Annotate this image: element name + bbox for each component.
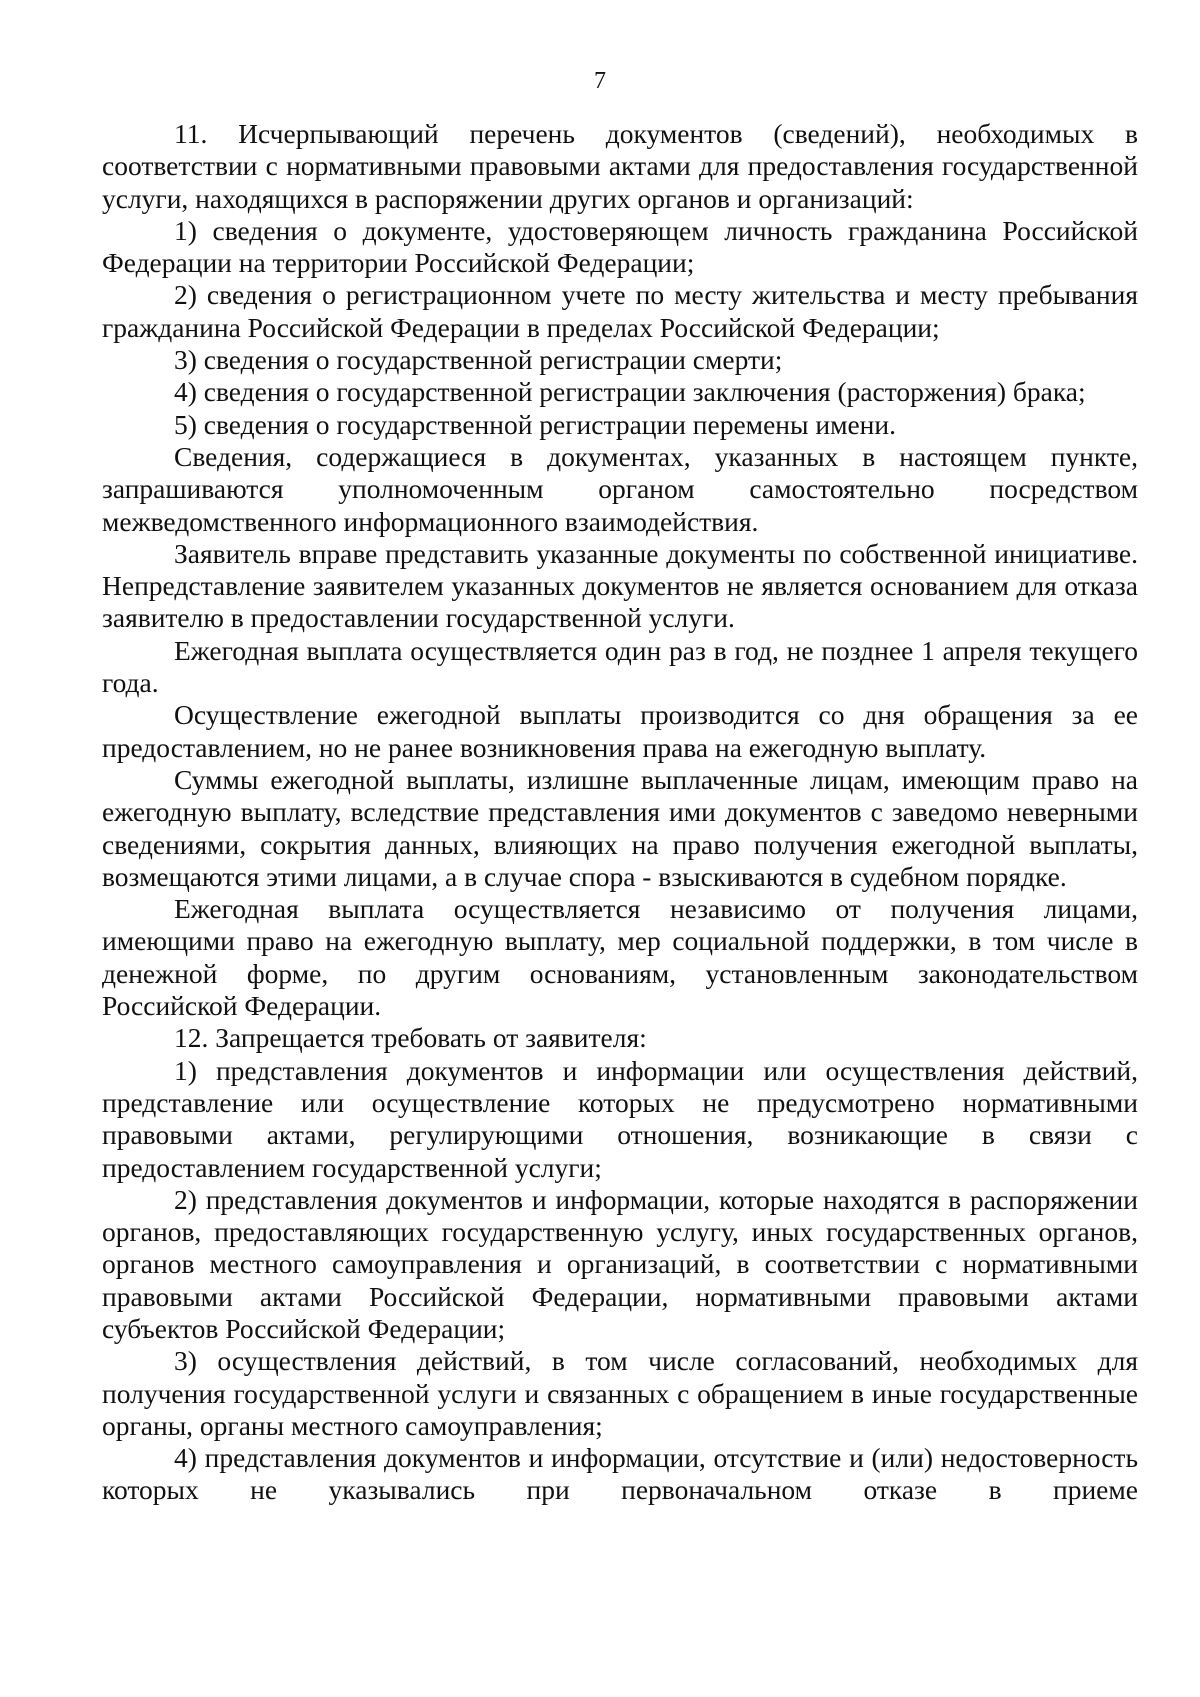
paragraph-12-heading: 12. Запрещается требовать от заявителя: xyxy=(174,1022,647,1054)
list-item-12-2: 2) представления документов и информации, которые находятся в распоряжении органов, предоставляющих государственную услугу, иных государственных органов, органов местного самоуправления и организаций, в соответствии с нормативными правовыми актами Российской Федерации, нормативными правовыми актами субъектов Российской Федерации; xyxy=(102,1183,1138,1344)
list-item-12-3: 3) осуществления действий, в том числе согласований, необходимых для получения государственной услуги и связанных с обращением в иные государственные органы, органы местного самоуправления; xyxy=(102,1345,1138,1441)
paragraph-interagency-request: Сведения, содержащиеся в документах, указанных в настоящем пункте, запрашиваются уполномоченным органом самостоятельно посредством межведомственного информационного взаимодействия. xyxy=(102,440,1138,537)
list-item-11-3: 3) сведения о государственной регистрации смерти; xyxy=(174,344,783,376)
paragraph-applicant-right: Заявитель вправе представить указанные документы по собственной инициативе. Непредставление заявителем указанных документов не является основанием для отказа заявителю в предоставлении государственной услуги. xyxy=(102,537,1138,634)
paragraph-payment-independence: Ежегодная выплата осуществляется независимо от получения лицами, имеющими право на ежегодную выплату, мер социальной поддержки, в том числе в денежной форме, по другим основаниям, установленным законодательством Российской Федерации. xyxy=(102,893,1138,1022)
list-item-11-4: 4) сведения о государственной регистрации заключения (расторжения) брака; xyxy=(174,376,1086,408)
page-number: 7 xyxy=(594,68,606,94)
list-item-11-1: 1) сведения о документе, удостоверяющем личность гражданина Российской Федерации на территории Российской Федерации; xyxy=(102,214,1138,279)
paragraph-overpayment-recovery: Суммы ежегодной выплаты, излишне выплаченные лицам, имеющим право на ежегодную выплату, вследствие представления ими документов с заведомо неверными сведениями, сокрытия данных, влияющих на право получения ежегодной выплаты, возмещаются этими лицами, а в случае спора - взыскиваются в судебном порядке. xyxy=(102,763,1138,892)
document-body xyxy=(102,118,1138,1507)
paragraph-11-heading: 11. Исчерпывающий перечень документов (сведений), необходимых в соответствии с нормативными правовыми актами для предоставления государственной услуги, находящихся в распоряжении других органов и организаций: xyxy=(102,118,1138,214)
paragraph-payment-start: Осуществление ежегодной выплаты производится со дня обращения за ее предоставлением, но не ранее возникновения права на ежегодную выплату. xyxy=(102,699,1138,763)
paragraph-payment-timing: Ежегодная выплата осуществляется один раз в год, не позднее 1 апреля текущего года. xyxy=(102,634,1138,699)
list-item-11-5: 5) сведения о государственной регистрации перемены имени. xyxy=(174,408,896,440)
list-item-11-2: 2) сведения о регистрационном учете по месту жительства и месту пребывания гражданина Российской Федерации в пределах Российской Федерации; xyxy=(102,279,1138,343)
list-item-12-4: 4) представления документов и информации, отсутствие и (или) недостоверность которых не указывались при первоначальном отказе в приеме xyxy=(102,1442,1138,1506)
list-item-12-1: 1) представления документов и информации или осуществления действий, представление или осуществление которых не предусмотрено нормативными правовыми актами, регулирующими отношения, возникающие в связи с предоставлением государственной услуги; xyxy=(102,1054,1138,1183)
